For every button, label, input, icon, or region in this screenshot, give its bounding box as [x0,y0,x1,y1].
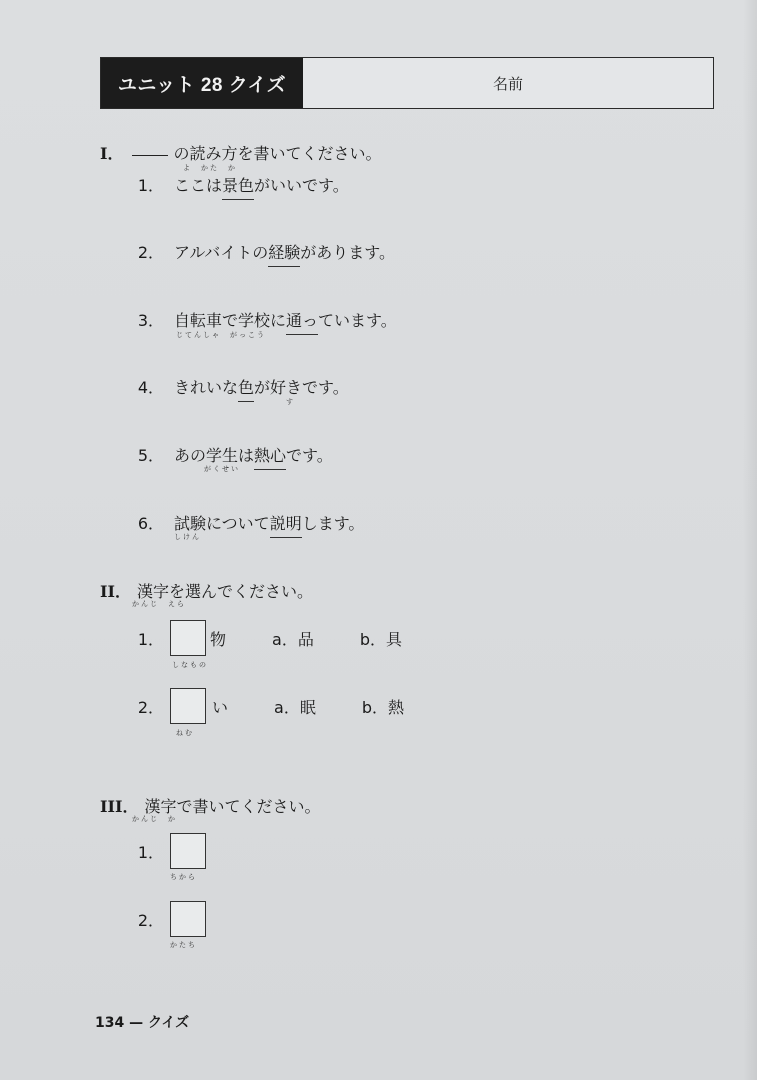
section-1-heading [100,141,382,164]
section-1-furigana: よ かた か [183,164,237,172]
question-2-2-reading: ねむ [176,729,194,737]
target-word: 経験 [268,240,300,263]
page-footer [95,1012,189,1032]
question-number: 2． [137,910,164,930]
question-text-post: がいいです。 [254,176,349,195]
target-word: 色 [238,375,254,398]
question-3-2 [130,901,206,937]
target-word: 景色 [222,173,254,196]
question-4 [130,375,349,398]
choice-a[interactable]: a．品 [272,629,314,649]
question-3-1-reading: ちから [170,873,197,881]
question-text-pre: ここは [174,176,223,195]
choice-b[interactable]: b．具 [359,629,402,649]
question-2-2 [130,688,404,724]
question-text-pre: あの学生は [174,446,255,465]
name-label: 名前 [492,74,523,93]
question-text-post: があります。 [300,243,395,262]
page-spine-shadow [743,0,757,1080]
page-number: 134 [95,1015,125,1031]
section-3-furigana: かんじ か [132,815,177,823]
blank-underline [132,155,168,156]
quiz-title: ユニット 28 クイズ [101,58,303,108]
section-1-numeral: I． [100,144,124,163]
question-3-furigana: じてんしゃ がっこう [176,331,266,339]
kanji-answer-box[interactable] [170,901,206,937]
question-5-furigana: がくせい [204,465,240,473]
question-number: 6． [137,514,164,533]
question-text-pre: きれいな [174,378,239,397]
question-text-post: ています。 [318,311,397,330]
question-number: 2． [137,697,164,717]
question-text-post: です。 [286,446,333,465]
section-3-instruction: 漢字で書いてください。 [144,797,321,816]
section-1-instruction: の読み方を書いてください。 [173,144,382,163]
footer-label: — クイズ [129,1015,190,1031]
question-number: 4． [137,378,164,397]
target-word: 熱心 [254,443,286,466]
kanji-answer-box[interactable] [170,620,206,656]
kanji-answer-box[interactable] [170,833,206,869]
kanji-answer-box[interactable] [170,688,206,724]
kanji-suffix: い [212,697,229,717]
question-6 [130,511,364,534]
kanji-suffix: 物 [210,629,227,649]
quiz-header [100,57,714,109]
question-1 [130,173,349,196]
question-number: 5． [137,446,164,465]
section-2-numeral: II． [100,582,131,601]
question-2-1-reading: しなもの [172,661,208,669]
target-word: 説明 [270,511,302,534]
question-text-post: します。 [301,514,365,533]
choice-a[interactable]: a．眠 [274,697,316,717]
question-2 [130,240,395,263]
question-number: 2． [137,243,164,262]
question-text-pre: 試験について [174,514,270,533]
question-3-2-reading: かたち [170,941,197,949]
question-6-furigana: しけん [174,533,201,541]
question-number: 3． [137,311,164,330]
question-text-pre: 自転車で学校に [174,311,287,330]
question-4-furigana: す [286,398,295,406]
question-5 [130,443,333,466]
section-3-numeral: III． [100,797,139,816]
question-3-1 [130,833,206,869]
question-3 [130,308,397,331]
question-2-1 [130,620,402,656]
question-text-pre: アルバイトの [174,243,269,262]
section-2-instruction: 漢字を選んでください。 [136,582,313,601]
name-field[interactable] [303,58,713,108]
target-word: 通っ [286,308,318,331]
question-number: 1． [137,842,164,862]
section-2-furigana: かんじ えら [132,600,186,608]
question-number: 1． [137,176,164,195]
question-text-post: が好きです。 [254,378,349,397]
question-number: 1． [137,629,164,649]
choice-b[interactable]: b．熱 [361,697,404,717]
